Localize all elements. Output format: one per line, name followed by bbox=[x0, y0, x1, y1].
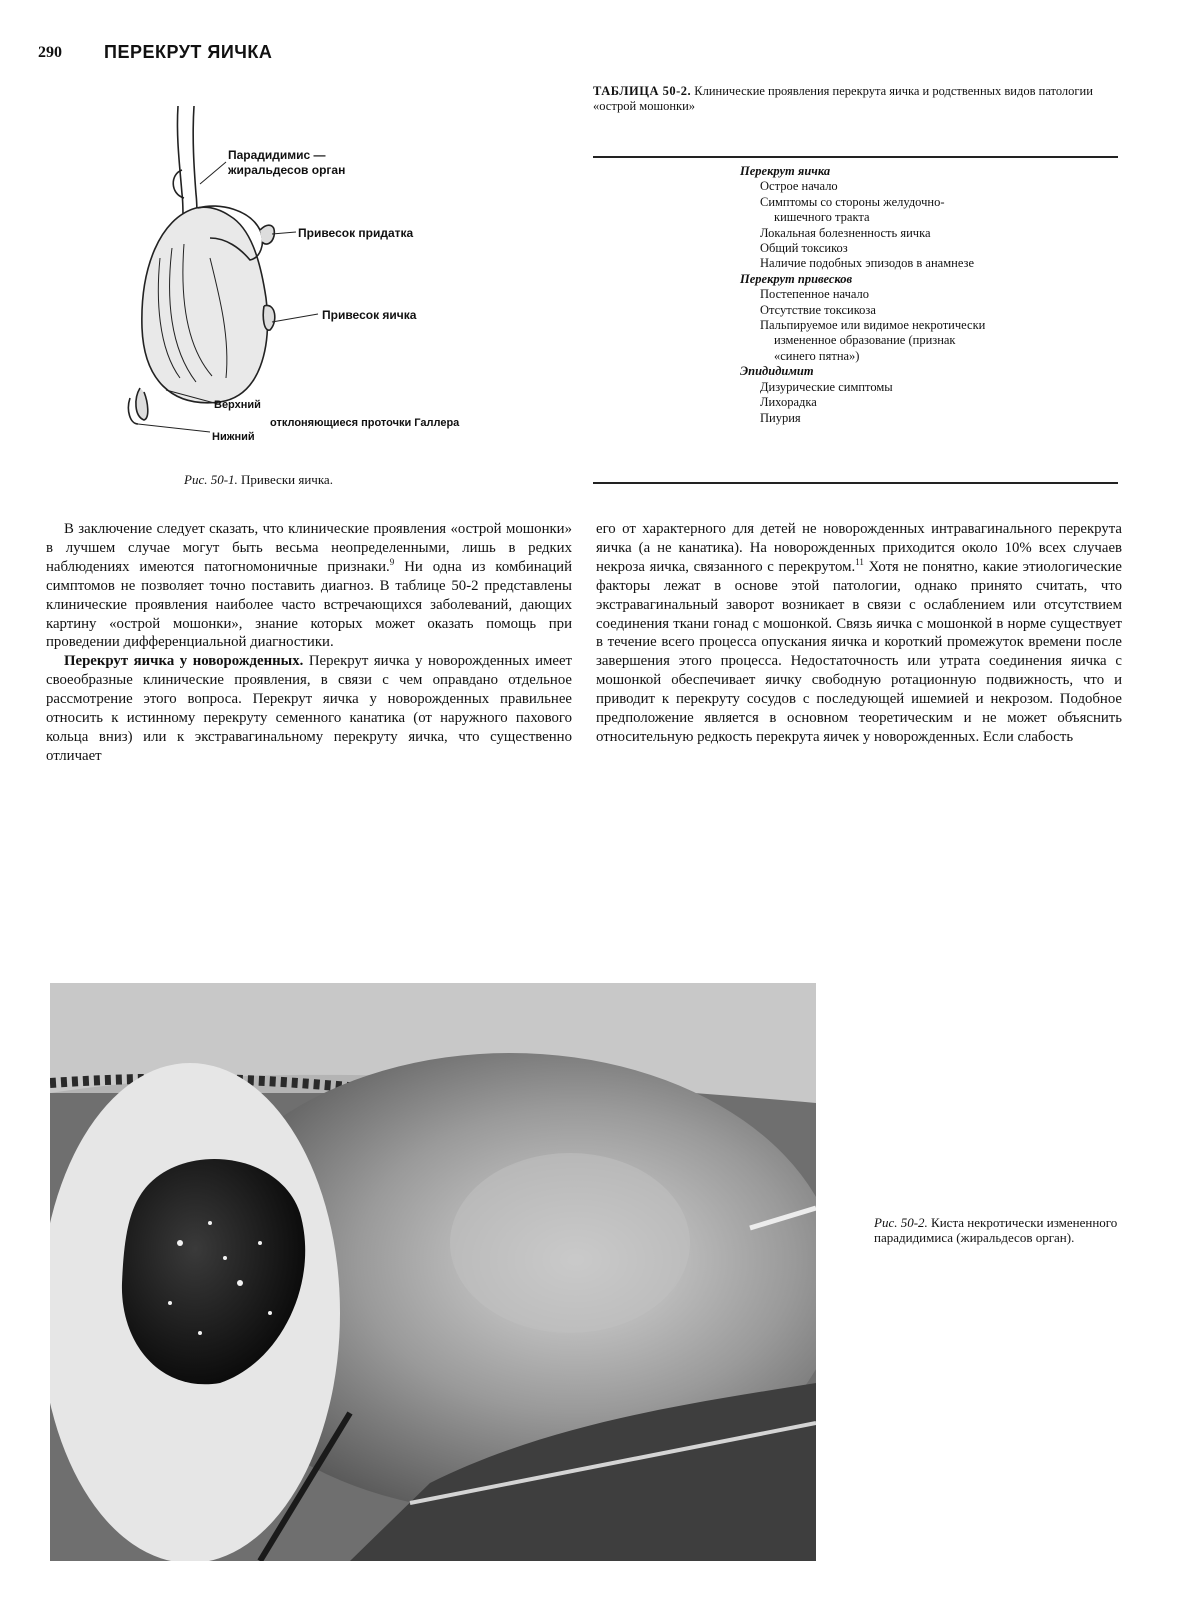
figure-1-caption bbox=[184, 472, 333, 488]
table-rule-bottom bbox=[593, 482, 1118, 484]
table-row: Дизурические симптомы bbox=[760, 379, 893, 394]
label-appendix-testis: Привесок яичка bbox=[322, 308, 417, 322]
table-title bbox=[593, 84, 1113, 114]
paragraph bbox=[46, 520, 572, 652]
table-row: Общий токсикоз bbox=[760, 241, 848, 256]
page-number: 290 bbox=[38, 44, 62, 61]
label-paradidymis: Парадидимис — bbox=[228, 148, 326, 162]
table-group-appendages: Перекрут привесков bbox=[740, 271, 853, 286]
table-row: Отсутствие токсикоза bbox=[760, 302, 876, 317]
label-haller-ducts: отклоняющиеся проточки Галлера bbox=[270, 417, 460, 429]
table-row: измененное образование (признак bbox=[774, 333, 956, 348]
table-row: Лихорадка bbox=[760, 395, 817, 410]
table-row: Острое начало bbox=[760, 179, 838, 194]
table-row: Наличие подобных эпизодов в анамнезе bbox=[760, 256, 975, 271]
running-title: ПЕРЕКРУТ ЯИЧКА bbox=[104, 42, 273, 62]
paragraph-text: Хотя не понятно, какие этиологические факторы лежат в основе этой патологии, однако принято считать, что экстравагинальный заворот возникает в связи с ослаблением или отсутствием соединения ткани гонад с мошонкой. Связь яичка с мошонкой в норме существует в течение всего процесса опускания яичка и короткий промежуток времени после завершения этого процесса. Недостаточность или утрата соединения яичка с мошонкой обеспечивает яичку свободную ротационную подвижность, что и приводит к перекруту сосудов с последующей ишемией и некрозом. Подобное предположение является в основном теоретическим и не может объяснить относительную редкость перекрута яичек у новорожденных. Если слабость bbox=[596, 558, 1122, 745]
figure-2-number: Рис. 50-2. bbox=[874, 1215, 928, 1230]
table-rule-top bbox=[593, 156, 1118, 158]
table-row: Пиурия bbox=[760, 410, 801, 425]
figure-2-caption bbox=[874, 1215, 1124, 1246]
section-heading: Перекрут яичка у новорожденных. bbox=[64, 653, 304, 670]
table-row: Симптомы со стороны желудочно- bbox=[760, 194, 945, 209]
table-title-text: Клинические проявления перекрута яичка и родственных видов патологии «острой мошонки» bbox=[593, 84, 1093, 113]
label-upper: Верхний bbox=[214, 399, 261, 411]
table-row: кишечного тракта bbox=[774, 210, 870, 225]
label-lower: Нижний bbox=[212, 431, 255, 443]
table-label: ТАБЛИЦА 50-2. bbox=[593, 84, 692, 98]
figure-1-number: Рис. 50-1. bbox=[184, 472, 238, 487]
label-appendix-epididymis: Привесок придатка bbox=[298, 226, 414, 240]
footnote-ref: 9 bbox=[389, 556, 395, 567]
paragraph-text: его от характерного для детей не новорожденных интравагинального перекрута яичка (а не канатика). На новорожденных приходится около 10% всех случаев некроза яичка, связанного с перекрутом. bbox=[596, 521, 1122, 575]
table-row: «синего пятна») bbox=[774, 348, 860, 363]
paragraph-text: Ни одна из комбинаций симптомов не позволяет точно поставить диагноз. В таблице 50-2 представлены клинические проявления наиболее часто встречающихся заболеваний, дающих картину «острой мошонки», знание которых может оказать помощь при проведении дифференциальной диагностики. bbox=[46, 558, 572, 651]
table-group-torsion: Перекрут яичка bbox=[740, 164, 831, 178]
paragraph bbox=[596, 520, 1122, 747]
footnote-ref: 11 bbox=[855, 556, 864, 567]
table-group-epididymitis: Эпидидимит bbox=[740, 364, 814, 379]
table-body bbox=[740, 164, 1120, 426]
paragraph bbox=[46, 652, 572, 765]
surgical-photo bbox=[50, 983, 816, 1561]
photo-rendering bbox=[50, 983, 816, 1561]
table-row: Постепенное начало bbox=[760, 287, 870, 302]
paragraph-text: В заключение следует сказать, что клинические проявления «острой мошонки» в лучшем случае могут быть весьма неопределенными, лишь в редких наблюдениях имеются патогномоничные признаки. bbox=[46, 521, 572, 575]
label-giraldes-organ: жиральдесов орган bbox=[228, 163, 346, 177]
text-column-left bbox=[46, 520, 572, 766]
table-row: Локальная болезненность яичка bbox=[760, 225, 931, 240]
paragraph-text: Перекрут яичка у новорожденных имеет своеобразные клинические проявления, в связи с чем оправдано отдельное рассмотрение этого вопроса. Перекрут яичка у новорожденных правильнее относить к истинному перекруту семенного канатика (от наружного пахового кольца вниз) или к экстравагинальному перекруту яичка, что существенно отличает bbox=[46, 653, 572, 764]
table-row: Пальпируемое или видимое некротически bbox=[760, 318, 986, 333]
testis-appendages-figure bbox=[100, 98, 530, 448]
figure-2-caption-text: Киста некротически измененного парадидимиса (жиральдесов орган). bbox=[874, 1215, 1118, 1246]
text-column-right bbox=[596, 520, 1122, 747]
figure-1-caption-text: Привески яичка. bbox=[241, 472, 333, 487]
